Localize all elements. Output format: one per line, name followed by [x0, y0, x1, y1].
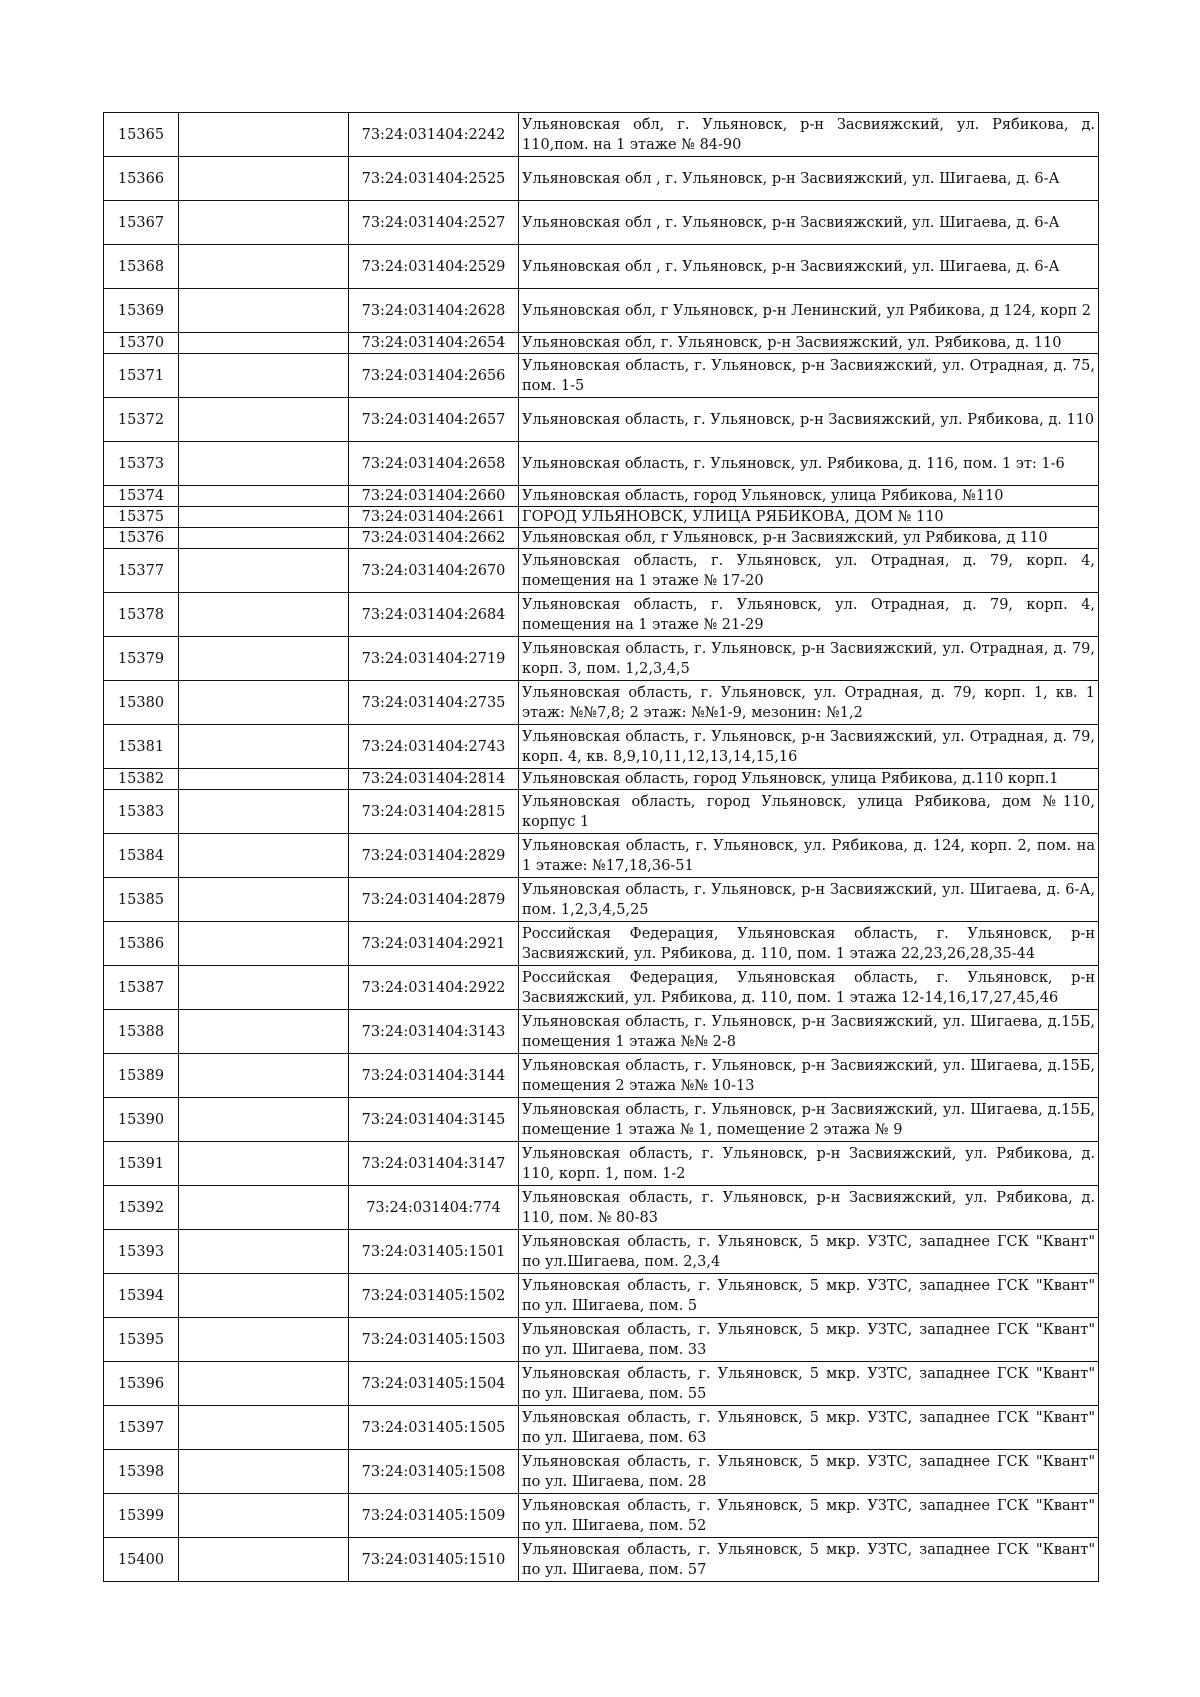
- row-number-cell: 15396: [104, 1362, 179, 1406]
- row-number-cell: 15368: [104, 245, 179, 289]
- row-number-cell: 15365: [104, 113, 179, 157]
- cadastral-number-cell: 73:24:031404:2242: [349, 113, 519, 157]
- cadastral-number-cell: 73:24:031405:1509: [349, 1494, 519, 1538]
- cadastral-number-cell: 73:24:031404:774: [349, 1186, 519, 1230]
- table-row: [104, 333, 1099, 354]
- table-row: [104, 486, 1099, 507]
- address-cell: Ульяновская область, г. Ульяновск, 5 мкр. УЗТС, западнее ГСК "Квант" по ул. Шигаева, пом. 63: [519, 1406, 1099, 1450]
- address-cell: Ульяновская область, г. Ульяновск, р-н Засвияжский, ул. Рябикова, д. 110, корп. 1, пом. 1-2: [519, 1142, 1099, 1186]
- empty-cell: [179, 549, 349, 593]
- cadastral-number-cell: 73:24:031404:2527: [349, 201, 519, 245]
- address-cell: Ульяновская область, г. Ульяновск, 5 мкр. УЗТС, западнее ГСК "Квант" по ул. Шигаева, пом. 5: [519, 1274, 1099, 1318]
- cadastral-number-cell: 73:24:031404:2743: [349, 725, 519, 769]
- address-cell: Ульяновская область, г. Ульяновск, р-н Засвияжский, ул. Отрадная, д. 75, пом. 1-5: [519, 354, 1099, 398]
- table-row: [104, 681, 1099, 725]
- row-number-cell: 15373: [104, 442, 179, 486]
- table-row: [104, 1362, 1099, 1406]
- address-cell: Ульяновская обл, г Ульяновск, р-н Ленинский, ул Рябикова, д 124, корп 2: [519, 289, 1099, 333]
- cadastral-number-cell: 73:24:031405:1504: [349, 1362, 519, 1406]
- empty-cell: [179, 1494, 349, 1538]
- table-row: [104, 113, 1099, 157]
- cadastral-number-cell: 73:24:031404:2661: [349, 507, 519, 528]
- table-row: [104, 1494, 1099, 1538]
- address-cell: Ульяновская область, город Ульяновск, улица Рябикова, №110: [519, 486, 1099, 507]
- table-row: [104, 201, 1099, 245]
- empty-cell: [179, 1142, 349, 1186]
- address-cell: Российская Федерация, Ульяновская область, г. Ульяновск, р-н Засвияжский, ул. Рябикова, д. 110, пом. 1 этажа 12-14,16,17,27,45,46: [519, 966, 1099, 1010]
- empty-cell: [179, 507, 349, 528]
- table-row: [104, 1450, 1099, 1494]
- cadastral-number-cell: 73:24:031404:2879: [349, 878, 519, 922]
- empty-cell: [179, 966, 349, 1010]
- address-cell: ГОРОД УЛЬЯНОВСК, УЛИЦА РЯБИКОВА, ДОМ № 110: [519, 507, 1099, 528]
- address-cell: Ульяновская обл, г. Ульяновск, р-н Засвияжский, ул. Рябикова, д. 110,пом. на 1 этаже № 84-90: [519, 113, 1099, 157]
- address-cell: Ульяновская область, г. Ульяновск, ул. Отрадная, д. 79, корп. 1, кв. 1 этаж: №№7,8; 2 этаж: №№1-9, мезонин: №1,2: [519, 681, 1099, 725]
- row-number-cell: 15370: [104, 333, 179, 354]
- address-cell: Ульяновская область, г. Ульяновск, р-н Засвияжский, ул. Шигаева, д.15Б, помещение 1 этажа № 1, помещение 2 этажа № 9: [519, 1098, 1099, 1142]
- table-row: [104, 245, 1099, 289]
- address-cell: Ульяновская область, город Ульяновск, улица Рябикова, д.110 корп.1: [519, 769, 1099, 790]
- address-cell: Ульяновская область, г. Ульяновск, р-н Засвияжский, ул. Отрадная, д. 79, корп. 4, кв. 8,9,10,11,12,13,14,15,16: [519, 725, 1099, 769]
- empty-cell: [179, 1318, 349, 1362]
- row-number-cell: 15399: [104, 1494, 179, 1538]
- address-cell: Ульяновская область, г. Ульяновск, 5 мкр. УЗТС, западнее ГСК "Квант" по ул.Шигаева, пом. 2,3,4: [519, 1230, 1099, 1274]
- address-cell: Ульяновская область, г. Ульяновск, ул. Рябикова, д. 124, корп. 2, пом. на 1 этаже: №17,18,36-51: [519, 834, 1099, 878]
- empty-cell: [179, 725, 349, 769]
- row-number-cell: 15371: [104, 354, 179, 398]
- table-row: [104, 549, 1099, 593]
- row-number-cell: 15375: [104, 507, 179, 528]
- row-number-cell: 15385: [104, 878, 179, 922]
- empty-cell: [179, 528, 349, 549]
- table-row: [104, 878, 1099, 922]
- empty-cell: [179, 245, 349, 289]
- address-cell: Ульяновская обл , г. Ульяновск, р-н Засвияжский, ул. Шигаева, д. 6-А: [519, 157, 1099, 201]
- empty-cell: [179, 289, 349, 333]
- empty-cell: [179, 834, 349, 878]
- table-row: [104, 922, 1099, 966]
- cadastral-number-cell: 73:24:031405:1508: [349, 1450, 519, 1494]
- row-number-cell: 15384: [104, 834, 179, 878]
- table-row: [104, 1142, 1099, 1186]
- address-cell: Ульяновская область, г. Ульяновск, 5 мкр. УЗТС, западнее ГСК "Квант" по ул. Шигаева, пом. 33: [519, 1318, 1099, 1362]
- cadastral-number-cell: 73:24:031404:3143: [349, 1010, 519, 1054]
- row-number-cell: 15394: [104, 1274, 179, 1318]
- row-number-cell: 15391: [104, 1142, 179, 1186]
- address-cell: Ульяновская область, г. Ульяновск, 5 мкр. УЗТС, западнее ГСК "Квант" по ул. Шигаева, пом. 57: [519, 1538, 1099, 1582]
- address-cell: Ульяновская обл, г Ульяновск, р-н Засвияжский, ул Рябикова, д 110: [519, 528, 1099, 549]
- address-cell: Ульяновская область, г. Ульяновск, р-н Засвияжский, ул. Шигаева, д.15Б, помещения 2 этажа №№ 10-13: [519, 1054, 1099, 1098]
- cadastral-number-cell: 73:24:031404:2719: [349, 637, 519, 681]
- empty-cell: [179, 442, 349, 486]
- address-cell: Ульяновская область, г. Ульяновск, р-н Засвияжский, ул. Шигаева, д.15Б, помещения 1 этажа №№ 2-8: [519, 1010, 1099, 1054]
- cadastral-number-cell: 73:24:031404:2814: [349, 769, 519, 790]
- table-row: [104, 769, 1099, 790]
- table-row: [104, 1054, 1099, 1098]
- empty-cell: [179, 398, 349, 442]
- row-number-cell: 15377: [104, 549, 179, 593]
- table-row: [104, 1318, 1099, 1362]
- table-row: [104, 725, 1099, 769]
- address-cell: Ульяновская область, г. Ульяновск, р-н Засвияжский, ул. Шигаева, д. 6-А, пом. 1,2,3,4,5,25: [519, 878, 1099, 922]
- table-row: [104, 1010, 1099, 1054]
- row-number-cell: 15389: [104, 1054, 179, 1098]
- address-cell: Ульяновская обл , г. Ульяновск, р-н Засвияжский, ул. Шигаева, д. 6-А: [519, 201, 1099, 245]
- address-cell: Ульяновская область, г. Ульяновск, 5 мкр. УЗТС, западнее ГСК "Квант" по ул. Шигаева, пом. 55: [519, 1362, 1099, 1406]
- cadastral-number-cell: 73:24:031404:2662: [349, 528, 519, 549]
- empty-cell: [179, 1538, 349, 1582]
- empty-cell: [179, 1450, 349, 1494]
- address-cell: Ульяновская область, город Ульяновск, улица Рябикова, дом №110, корпус 1: [519, 790, 1099, 834]
- row-number-cell: 15392: [104, 1186, 179, 1230]
- cadastral-number-cell: 73:24:031404:2670: [349, 549, 519, 593]
- cadastral-number-cell: 73:24:031404:2815: [349, 790, 519, 834]
- row-number-cell: 15395: [104, 1318, 179, 1362]
- row-number-cell: 15367: [104, 201, 179, 245]
- empty-cell: [179, 1054, 349, 1098]
- address-cell: Ульяновская область, г. Ульяновск, р-н Засвияжский, ул. Рябикова, д. 110: [519, 398, 1099, 442]
- address-cell: Ульяновская область, г. Ульяновск, ул. Отрадная, д. 79, корп. 4, помещения на 1 этаже № 21-29: [519, 593, 1099, 637]
- table-row: [104, 1406, 1099, 1450]
- cadastral-number-cell: 73:24:031404:2657: [349, 398, 519, 442]
- table-row: [104, 966, 1099, 1010]
- table-row: [104, 1098, 1099, 1142]
- cadastral-number-cell: 73:24:031404:2735: [349, 681, 519, 725]
- row-number-cell: 15374: [104, 486, 179, 507]
- address-cell: Ульяновская область, г. Ульяновск, р-н Засвияжский, ул. Отрадная, д. 79, корп. 3, пом. 1,2,3,4,5: [519, 637, 1099, 681]
- empty-cell: [179, 486, 349, 507]
- address-cell: Ульяновская обл, г. Ульяновск, р-н Засвияжский, ул. Рябикова, д. 110: [519, 333, 1099, 354]
- cadastral-number-cell: 73:24:031404:2656: [349, 354, 519, 398]
- table-row: [104, 289, 1099, 333]
- table-row: [104, 790, 1099, 834]
- empty-cell: [179, 113, 349, 157]
- cadastral-number-cell: 73:24:031405:1503: [349, 1318, 519, 1362]
- row-number-cell: 15381: [104, 725, 179, 769]
- row-number-cell: 15379: [104, 637, 179, 681]
- registry-table-body: [104, 113, 1099, 1582]
- empty-cell: [179, 157, 349, 201]
- address-cell: Ульяновская область, г. Ульяновск, р-н Засвияжский, ул. Рябикова, д. 110, пом. № 80-83: [519, 1186, 1099, 1230]
- table-row: [104, 1230, 1099, 1274]
- cadastral-number-cell: 73:24:031404:2529: [349, 245, 519, 289]
- table-row: [104, 157, 1099, 201]
- row-number-cell: 15382: [104, 769, 179, 790]
- cadastral-number-cell: 73:24:031404:2922: [349, 966, 519, 1010]
- table-row: [104, 834, 1099, 878]
- row-number-cell: 15378: [104, 593, 179, 637]
- row-number-cell: 15398: [104, 1450, 179, 1494]
- table-row: [104, 637, 1099, 681]
- address-cell: Ульяновская область, г. Ульяновск, ул. Отрадная, д. 79, корп. 4, помещения на 1 этаже № 17-20: [519, 549, 1099, 593]
- cadastral-number-cell: 73:24:031404:2654: [349, 333, 519, 354]
- cadastral-number-cell: 73:24:031404:3147: [349, 1142, 519, 1186]
- empty-cell: [179, 1010, 349, 1054]
- cadastral-number-cell: 73:24:031405:1510: [349, 1538, 519, 1582]
- address-cell: Ульяновская обл , г. Ульяновск, р-н Засвияжский, ул. Шигаева, д. 6-А: [519, 245, 1099, 289]
- cadastral-number-cell: 73:24:031404:2525: [349, 157, 519, 201]
- table-row: [104, 442, 1099, 486]
- table-row: [104, 507, 1099, 528]
- table-row: [104, 1274, 1099, 1318]
- empty-cell: [179, 878, 349, 922]
- cadastral-number-cell: 73:24:031404:2684: [349, 593, 519, 637]
- row-number-cell: 15400: [104, 1538, 179, 1582]
- empty-cell: [179, 1098, 349, 1142]
- table-row: [104, 1186, 1099, 1230]
- table-row: [104, 593, 1099, 637]
- empty-cell: [179, 681, 349, 725]
- empty-cell: [179, 1274, 349, 1318]
- row-number-cell: 15369: [104, 289, 179, 333]
- address-cell: Российская Федерация, Ульяновская область, г. Ульяновск, р-н Засвияжский, ул. Рябикова, д. 110, пом. 1 этажа 22,23,26,28,35-44: [519, 922, 1099, 966]
- empty-cell: [179, 333, 349, 354]
- cadastral-number-cell: 73:24:031404:2921: [349, 922, 519, 966]
- cadastral-number-cell: 73:24:031404:3145: [349, 1098, 519, 1142]
- empty-cell: [179, 769, 349, 790]
- address-cell: Ульяновская область, г. Ульяновск, 5 мкр. УЗТС, западнее ГСК "Квант" по ул. Шигаева, пом. 28: [519, 1450, 1099, 1494]
- cadastral-number-cell: 73:24:031404:2628: [349, 289, 519, 333]
- cadastral-number-cell: 73:24:031404:2829: [349, 834, 519, 878]
- cadastral-number-cell: 73:24:031404:2660: [349, 486, 519, 507]
- row-number-cell: 15372: [104, 398, 179, 442]
- empty-cell: [179, 637, 349, 681]
- table-row: [104, 528, 1099, 549]
- empty-cell: [179, 593, 349, 637]
- address-cell: Ульяновская область, г. Ульяновск, 5 мкр. УЗТС, западнее ГСК "Квант" по ул. Шигаева, пом. 52: [519, 1494, 1099, 1538]
- empty-cell: [179, 922, 349, 966]
- row-number-cell: 15380: [104, 681, 179, 725]
- empty-cell: [179, 201, 349, 245]
- empty-cell: [179, 790, 349, 834]
- table-row: [104, 398, 1099, 442]
- empty-cell: [179, 1186, 349, 1230]
- row-number-cell: 15383: [104, 790, 179, 834]
- empty-cell: [179, 1362, 349, 1406]
- row-number-cell: 15366: [104, 157, 179, 201]
- row-number-cell: 15393: [104, 1230, 179, 1274]
- row-number-cell: 15387: [104, 966, 179, 1010]
- row-number-cell: 15390: [104, 1098, 179, 1142]
- cadastral-number-cell: 73:24:031405:1501: [349, 1230, 519, 1274]
- cadastral-number-cell: 73:24:031405:1505: [349, 1406, 519, 1450]
- table-row: [104, 1538, 1099, 1582]
- row-number-cell: 15386: [104, 922, 179, 966]
- empty-cell: [179, 1406, 349, 1450]
- empty-cell: [179, 1230, 349, 1274]
- cadastral-number-cell: 73:24:031404:3144: [349, 1054, 519, 1098]
- row-number-cell: 15397: [104, 1406, 179, 1450]
- table-row: [104, 354, 1099, 398]
- row-number-cell: 15388: [104, 1010, 179, 1054]
- registry-table: [103, 112, 1099, 1582]
- cadastral-number-cell: 73:24:031405:1502: [349, 1274, 519, 1318]
- cadastral-number-cell: 73:24:031404:2658: [349, 442, 519, 486]
- empty-cell: [179, 354, 349, 398]
- row-number-cell: 15376: [104, 528, 179, 549]
- address-cell: Ульяновская область, г. Ульяновск, ул. Рябикова, д. 116, пом. 1 эт: 1-6: [519, 442, 1099, 486]
